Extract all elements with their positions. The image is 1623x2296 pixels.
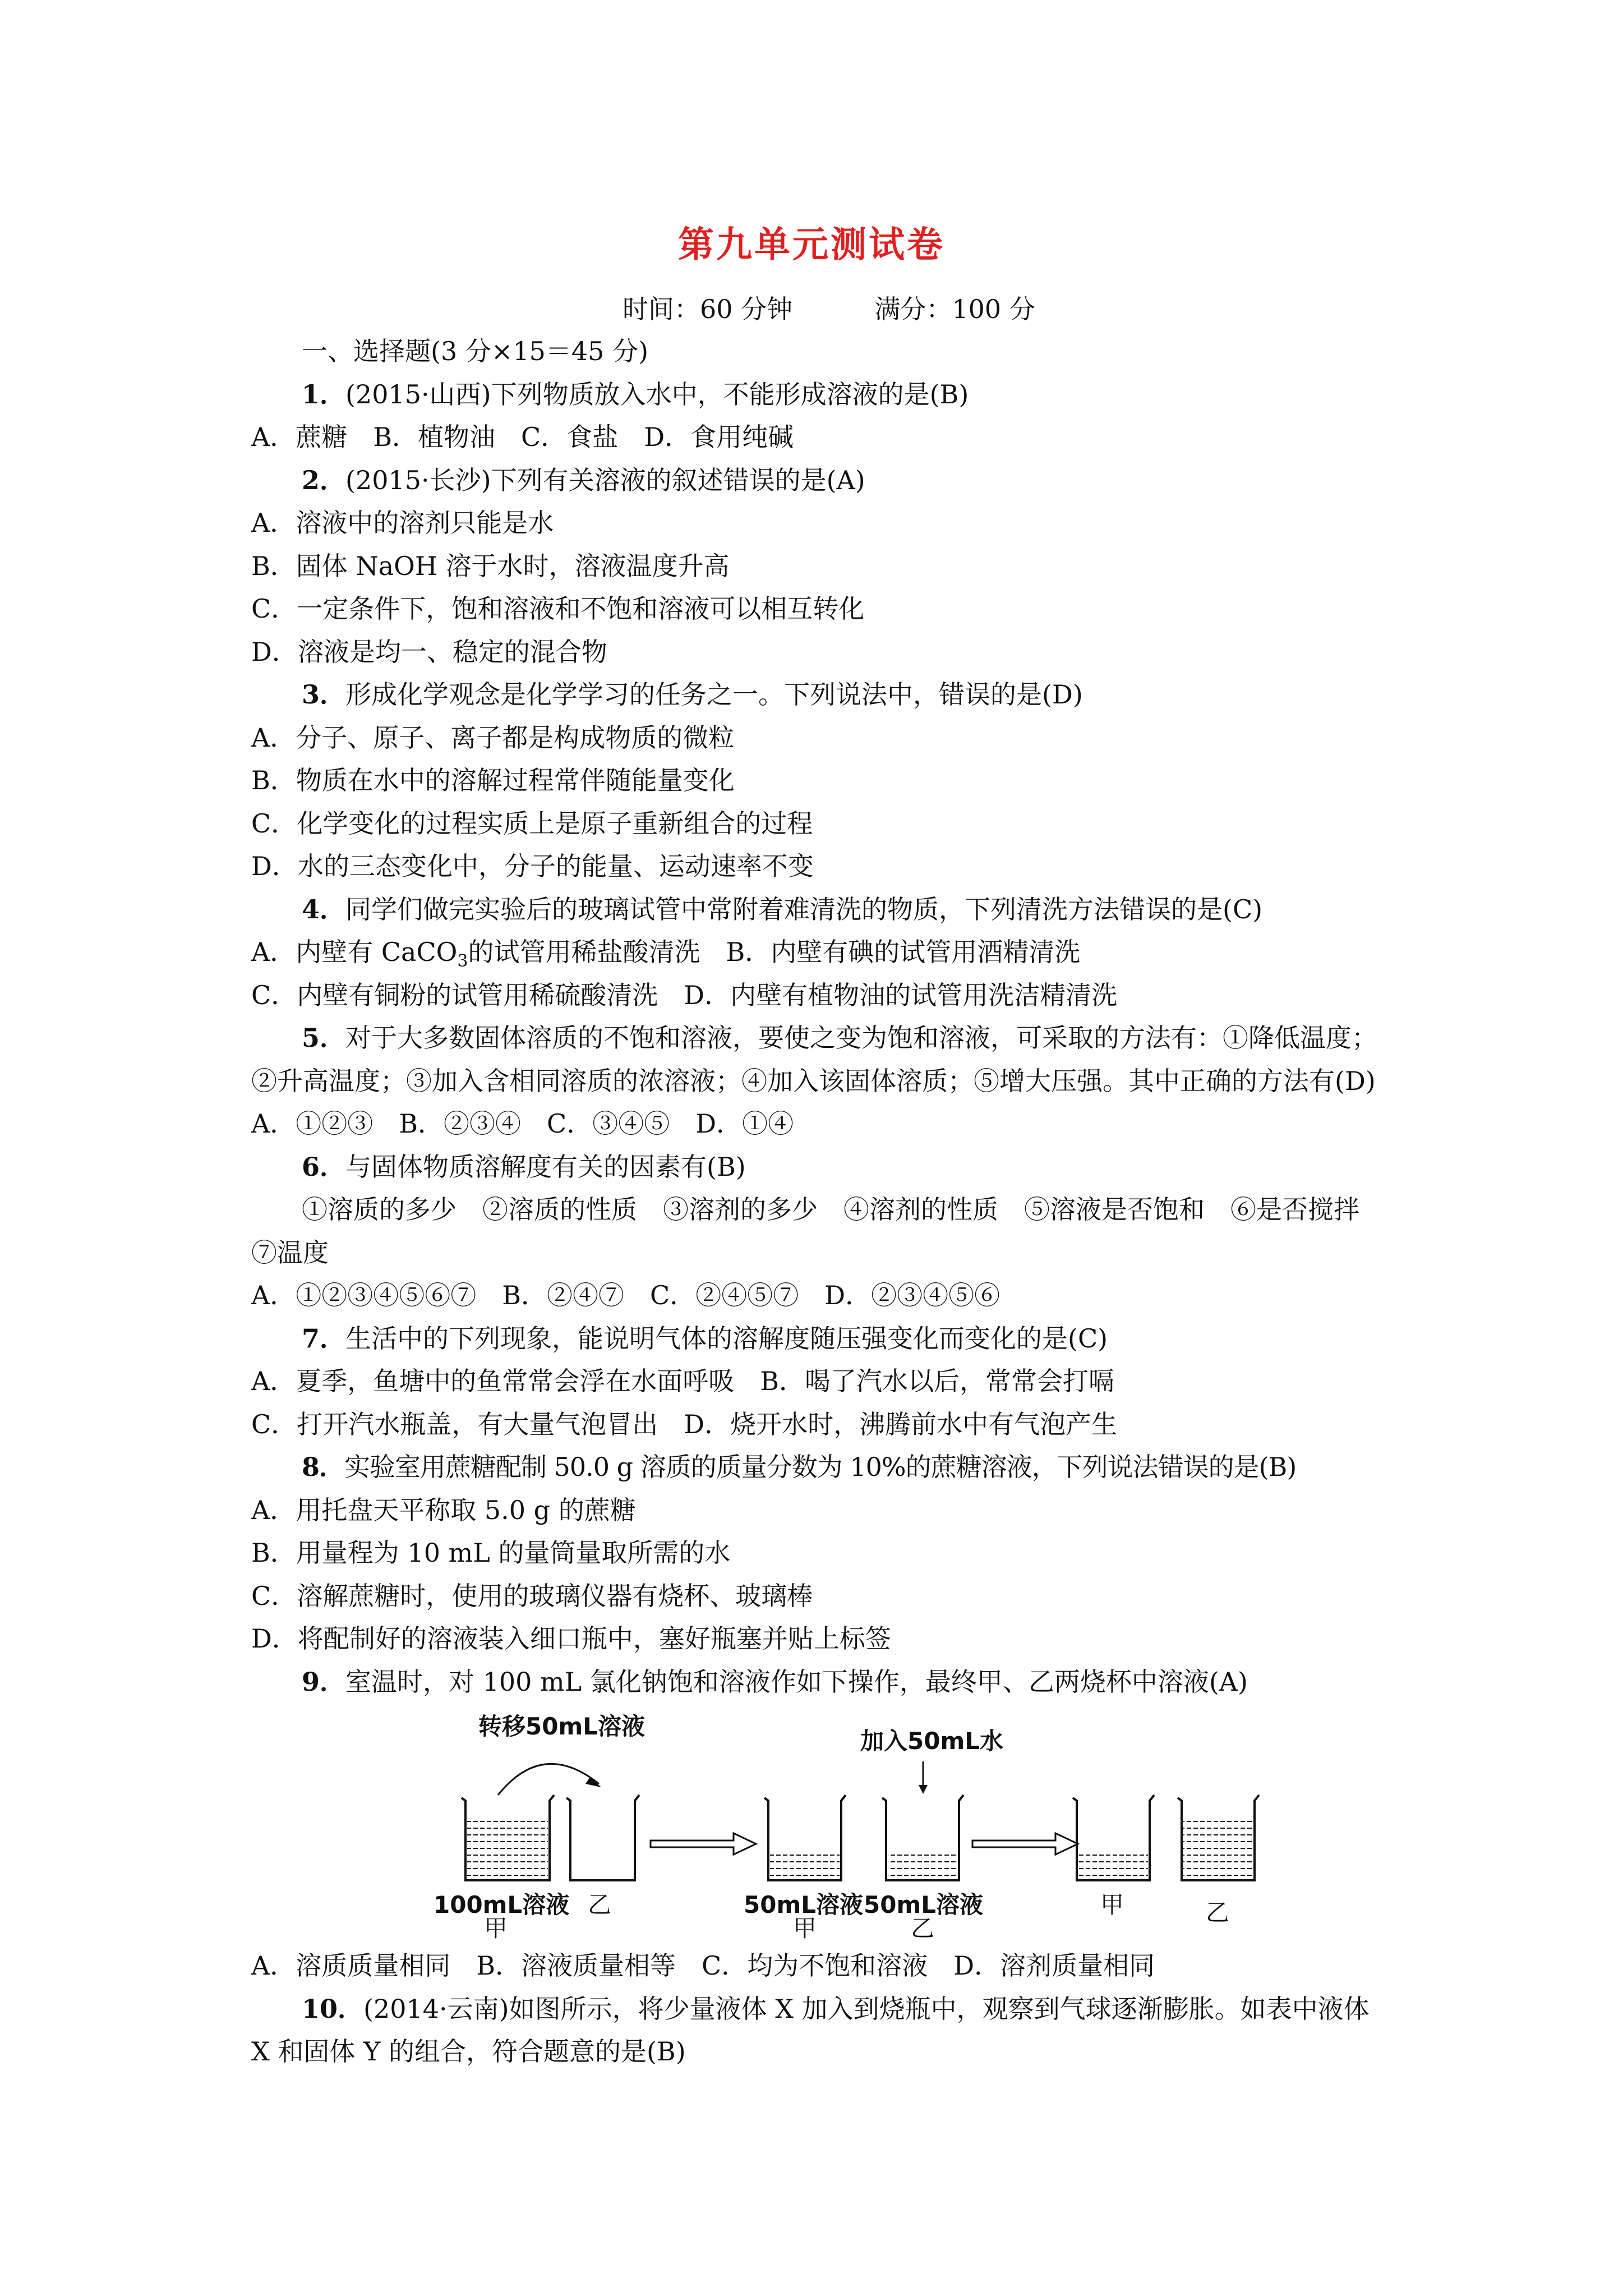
q1-number: 1． xyxy=(302,379,346,409)
q5-number: 5． xyxy=(302,1023,346,1053)
transfer-arrow xyxy=(498,1764,599,1795)
q10-stem-text: (2014·云南)如图所示，将少量液体 X 加入到烧瓶中，观察到气球逐渐膨胀。如表中液体 X 和固体 Y 的组合，符合题意的是(B) xyxy=(251,1993,1370,2067)
q7-options-cd: C．打开汽水瓶盖，有大量气泡冒出 D．烧开水时，沸腾前水中有气泡产生 xyxy=(251,1409,1118,1439)
beaker-empty-yi xyxy=(566,1795,639,1880)
page-title: 第九单元测试卷 xyxy=(678,224,945,266)
q1-stem-text: (2015·山西)下列物质放入水中，不能形成溶液的是(B) xyxy=(345,379,969,409)
transfer-label: 转移50mL溶液 xyxy=(478,1713,645,1740)
q6-items: ①溶质的多少 ②溶质的性质 ③溶剂的多少 ④溶剂的性质 ⑤溶液是否饱和 ⑥是否搅拌 ⑦温度 xyxy=(251,1194,1385,1268)
q7-options-ab: A．夏季，鱼塘中的鱼常常会浮在水面呼吸 B．喝了汽水以后，常常会打嗝 xyxy=(251,1366,1115,1396)
q2-option-c: C．一定条件下，饱和溶液和不饱和溶液可以相互转化 xyxy=(251,593,865,624)
label-jia-1: 甲 xyxy=(484,1915,508,1941)
add-water-arrowhead xyxy=(919,1785,928,1794)
q2-option-d: D．溶液是均一、稳定的混合物 xyxy=(251,636,607,667)
q4-options-ab xyxy=(251,931,1384,974)
question-list xyxy=(251,330,1384,2073)
beaker-diagram xyxy=(251,1705,1384,1941)
q4-number: 4． xyxy=(302,894,346,924)
add-water-label: 加入50mL水 xyxy=(860,1727,1003,1755)
q6-options: A．①②③④⑤⑥⑦ B．②④⑦ C．②④⑤⑦ D．②③④⑤⑥ xyxy=(251,1280,1000,1310)
q3-option-d: D．水的三态变化中，分子的能量、运动速率不变 xyxy=(251,851,814,881)
label-yi-1: 乙 xyxy=(588,1891,612,1918)
q7-stem xyxy=(251,1317,1384,1360)
beaker-50ml-yi xyxy=(882,1795,963,1880)
exam-meta xyxy=(623,289,1035,326)
q8-number: 8． xyxy=(302,1452,345,1482)
q5-stem-text: 对于大多数固体溶质的不饱和溶液，要使之变为饱和溶液，可采取的方法有：①降低温度；②升高温度；③加入含相同溶质的浓溶液；④加入该固体溶质；⑤增大压强。其中正确的方法有(D) xyxy=(251,1023,1378,1096)
label-100ml: 100mL溶液 xyxy=(434,1891,570,1918)
q6-number: 6． xyxy=(302,1151,346,1182)
section-heading: 一、选择题(3 分×15＝45 分) xyxy=(302,336,649,366)
q1-stem xyxy=(251,373,1384,416)
q8-option-a: A．用托盘天平称取 5.0 g 的蔗糖 xyxy=(251,1494,636,1525)
process-arrow-2 xyxy=(972,1833,1078,1855)
q8-stem xyxy=(251,1446,1384,1489)
q9-number: 9． xyxy=(302,1666,346,1697)
beaker-50ml-jia xyxy=(764,1795,846,1880)
q10-number: 10． xyxy=(302,1993,364,2024)
beaker-diagram-svg xyxy=(251,1705,1384,1941)
q2-stem xyxy=(251,459,1384,502)
q8-option-b: B．用量程为 10 mL 的量筒量取所需的水 xyxy=(251,1538,731,1568)
q8-option-c: C．溶解蔗糖时，使用的玻璃仪器有烧杯、玻璃棒 xyxy=(251,1580,813,1611)
q4-stem-text: 同学们做完实验后的玻璃试管中常附着难清洗的物质，下列清洗方法错误的是(C) xyxy=(345,894,1263,924)
process-arrow-1 xyxy=(651,1833,756,1855)
q3-option-c: C．化学变化的过程实质上是原子重新组合的过程 xyxy=(251,808,813,839)
q2-option-a: A．溶液中的溶剂只能是水 xyxy=(251,508,554,538)
q8-option-d: D．将配制好的溶液装入细口瓶中，塞好瓶塞并贴上标签 xyxy=(251,1623,891,1654)
q7-number: 7． xyxy=(302,1323,346,1354)
q4-ab-post: 的试管用稀盐酸清洗 B．内壁有碘的试管用酒精清洗 xyxy=(468,937,1081,967)
beaker-final-jia xyxy=(1073,1795,1154,1880)
q6-stem-text: 与固体物质溶解度有关的因素有(B) xyxy=(345,1151,746,1182)
label-jia-2: 甲 xyxy=(793,1915,817,1941)
q4-options-cd: C．内壁有铜粉的试管用稀硫酸清洗 D．内壁有植物油的试管用洗洁精清洗 xyxy=(251,979,1118,1010)
full-score: 满分：100 分 xyxy=(874,294,1035,324)
q9-stem xyxy=(251,1660,1384,1704)
q3-option-b: B．物质在水中的溶解过程常伴随能量变化 xyxy=(251,765,735,795)
q7-stem-text: 生活中的下列现象，能说明气体的溶解度随压强变化而变化的是(C) xyxy=(345,1323,1108,1354)
q3-stem xyxy=(251,673,1384,716)
q2-option-b: B．固体 NaOH 溶于水时，溶液温度升高 xyxy=(251,550,730,581)
q3-number: 3． xyxy=(302,679,346,710)
q5-options: A．①②③ B．②③④ C．③④⑤ D．①④ xyxy=(251,1108,794,1139)
q4-ab-sub: 3 xyxy=(457,951,468,972)
q8-stem-text: 实验室用蔗糖配制 50.0 g 溶质的质量分数为 10%的蔗糖溶液，下列说法错误的是(B) xyxy=(344,1452,1297,1482)
q3-option-a: A．分子、原子、离子都是构成物质的微粒 xyxy=(251,722,735,753)
label-50ml-b: 50mL溶液 xyxy=(864,1891,983,1918)
q5-stem xyxy=(251,1016,1384,1102)
beaker-100ml-jia xyxy=(462,1795,554,1880)
label-yi-2: 乙 xyxy=(911,1915,935,1941)
q2-number: 2． xyxy=(302,464,346,495)
label-jia-3: 甲 xyxy=(1100,1891,1124,1918)
label-50ml-a: 50mL溶液 xyxy=(744,1891,863,1918)
q4-ab-pre: A．内壁有 CaCO xyxy=(251,937,458,967)
q1-options: A．蔗糖 B．植物油 C．食盐 D．食用纯碱 xyxy=(251,422,794,452)
q9-stem-text: 室温时，对 100 mL 氯化钠饱和溶液作如下操作，最终甲、乙两烧杯中溶液(A) xyxy=(345,1666,1248,1697)
q9-options: A．溶质质量相同 B．溶液质量相等 C．均为不饱和溶液 D．溶剂质量相同 xyxy=(251,1950,1155,1981)
time-limit: 时间：60 分钟 xyxy=(623,294,793,324)
q3-stem-text: 形成化学观念是化学学习的任务之一。下列说法中，错误的是(D) xyxy=(345,679,1083,710)
beaker-final-yi xyxy=(1178,1795,1259,1880)
q10-stem xyxy=(251,1987,1384,2073)
label-yi-3: 乙 xyxy=(1206,1899,1230,1926)
q2-stem-text: (2015·长沙)下列有关溶液的叙述错误的是(A) xyxy=(345,464,865,495)
q4-stem xyxy=(251,888,1384,931)
q6-stem xyxy=(251,1145,1384,1189)
